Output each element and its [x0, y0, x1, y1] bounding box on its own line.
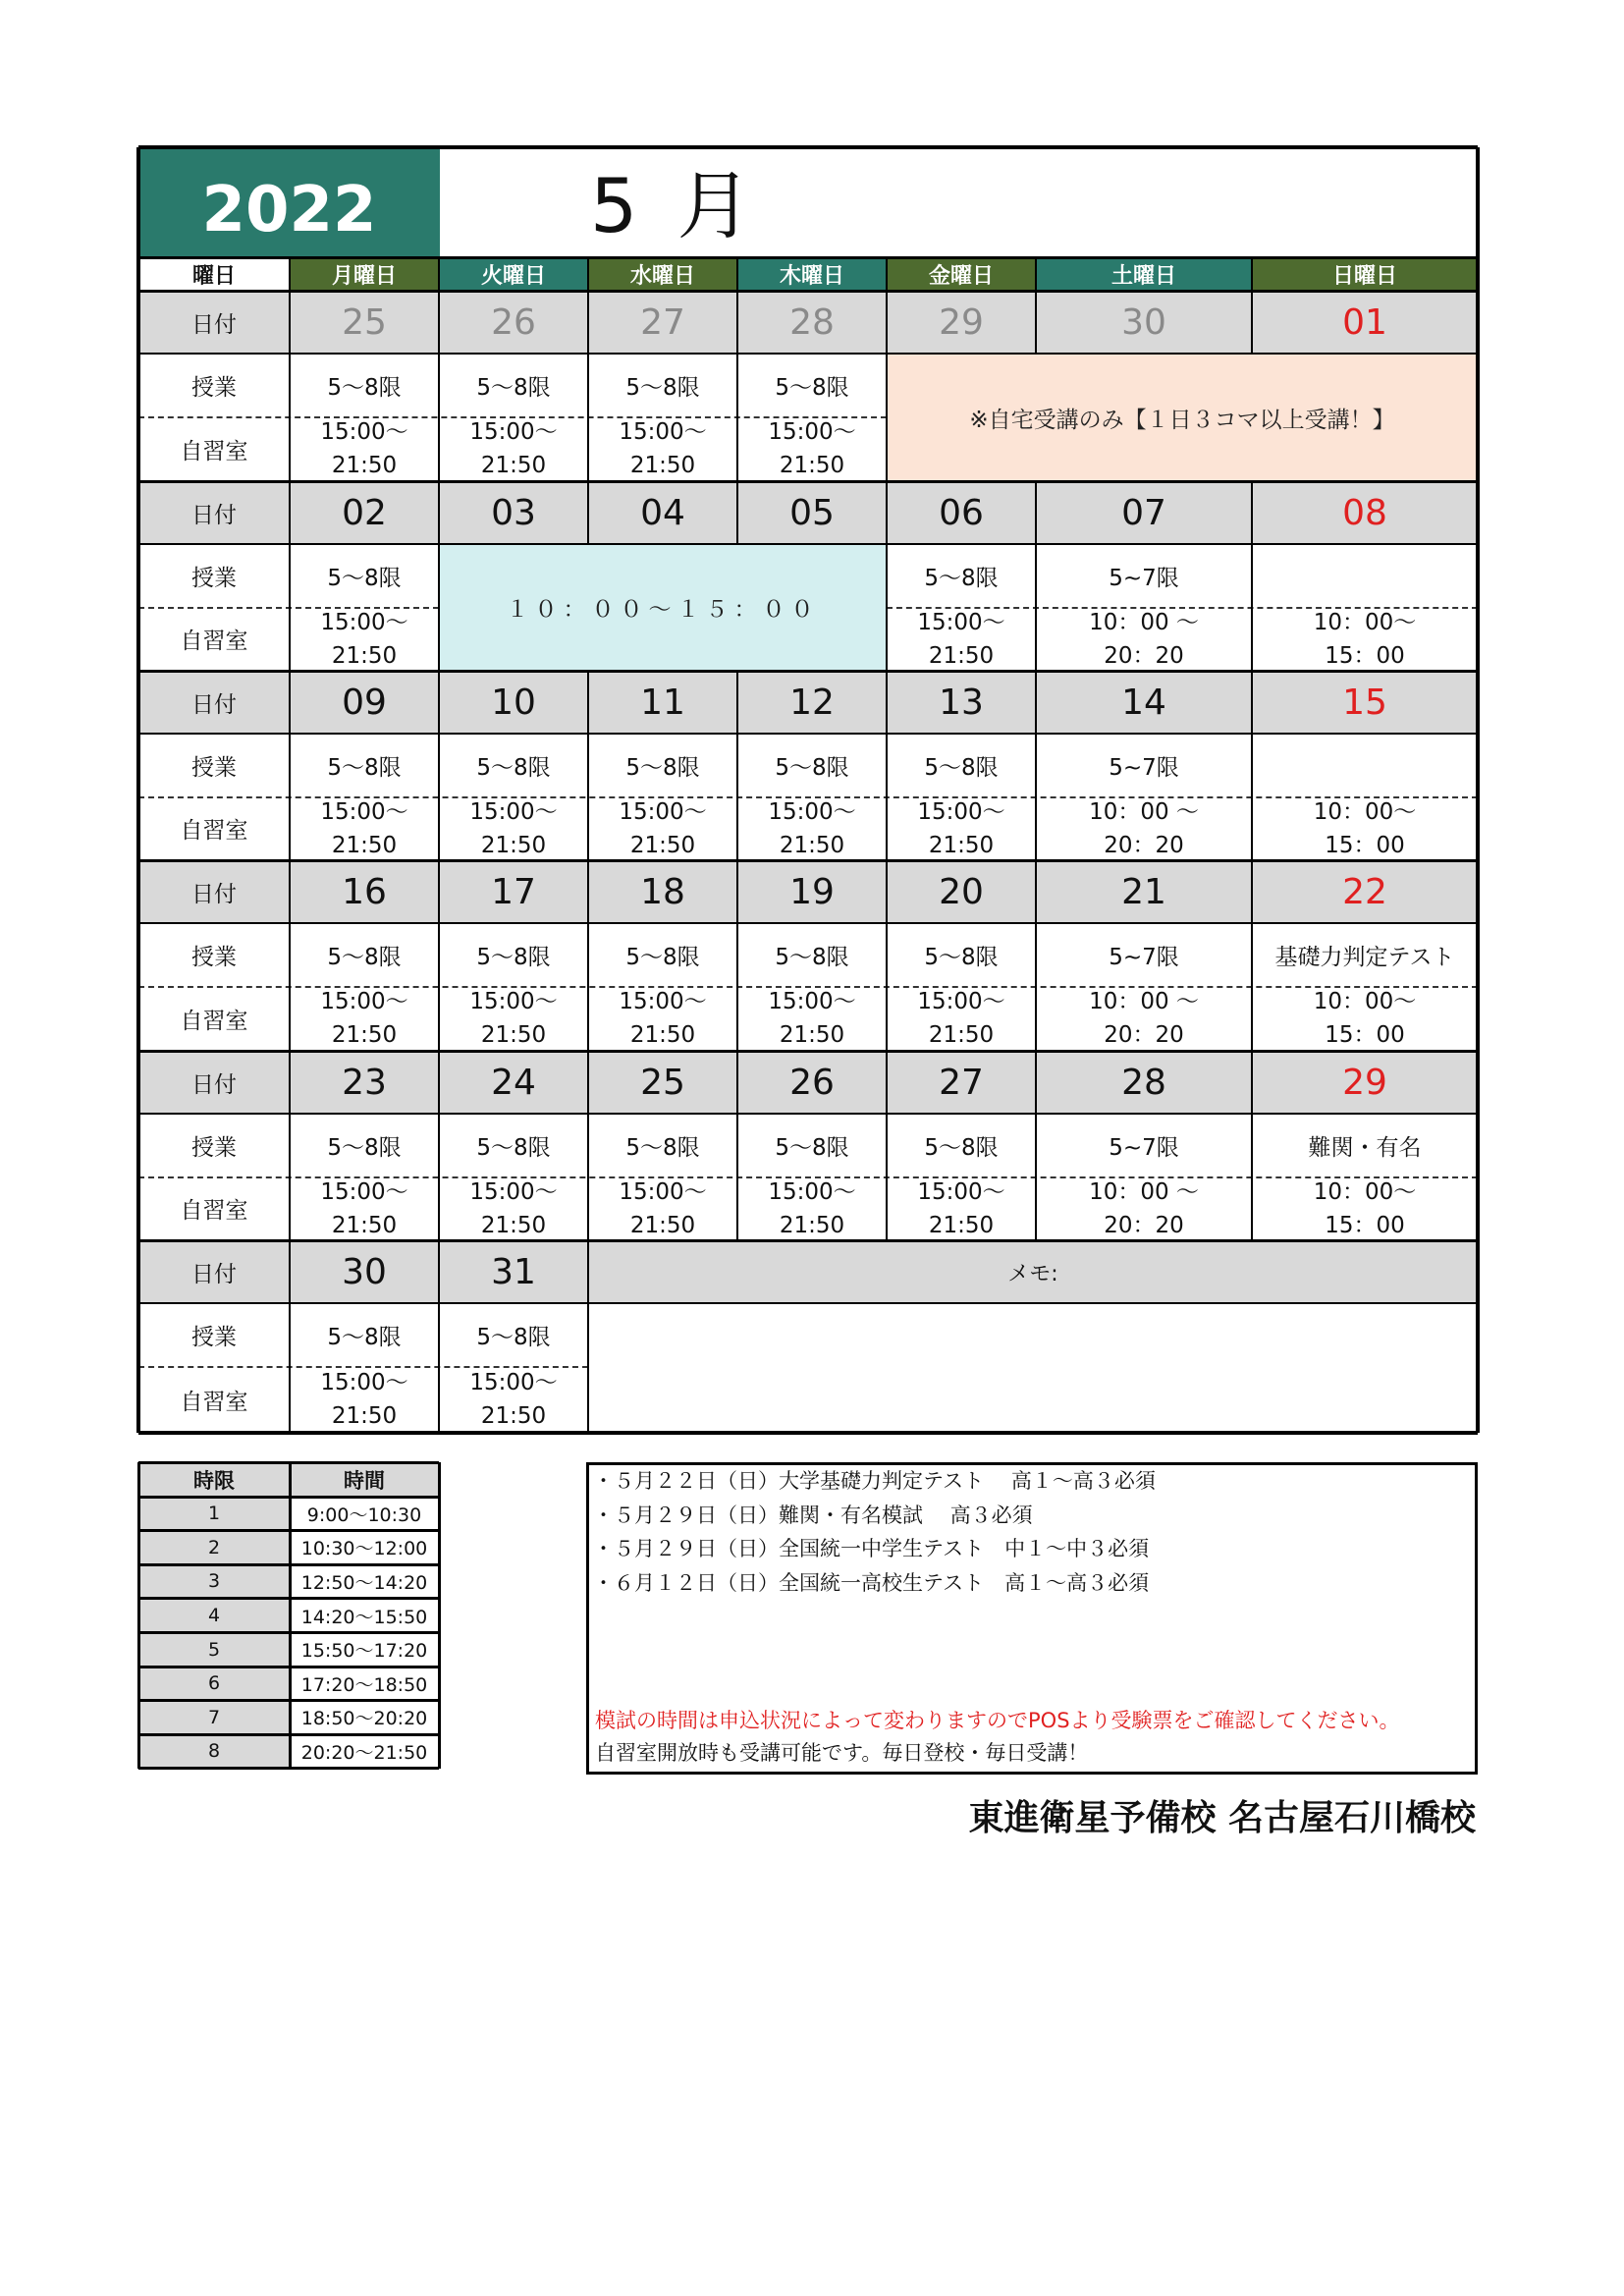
grid-line [886, 481, 888, 671]
study-room-cell: 15:00～ 21:50 [917, 1178, 1005, 1238]
weekday-header: 金曜日 [887, 257, 1036, 291]
row-label-study: 自習室 [180, 629, 248, 654]
row-label-date: 日付 [191, 1261, 237, 1287]
grid-line [1251, 860, 1253, 1051]
memo-label: メモ: [1007, 1261, 1058, 1286]
grid-line [138, 543, 1478, 545]
notes-box [586, 1462, 1478, 1775]
row-label-study: 自習室 [180, 818, 248, 844]
grid-line [1035, 481, 1037, 671]
class-cell: 5～8限 [327, 374, 402, 401]
grid-line [1035, 860, 1037, 1051]
grid-line [137, 1462, 140, 1769]
row-divider [138, 986, 1478, 988]
row-label-date: 日付 [191, 502, 237, 528]
memo-area [588, 1303, 1478, 1433]
date-cell: 21 [1121, 871, 1166, 912]
period-number: 3 [138, 1564, 290, 1599]
grid-line [736, 291, 738, 481]
class-cell: 5~7限 [1109, 944, 1179, 970]
row-label-date: 日付 [191, 881, 237, 907]
date-cell: 26 [491, 301, 536, 343]
class-cell: 5～8限 [327, 1134, 402, 1161]
grid-line [289, 860, 291, 1051]
row-label-date: 日付 [191, 691, 237, 718]
weekday-header-label: 曜日 [138, 257, 290, 291]
class-cell: 5～8限 [775, 374, 849, 401]
grid-line [1035, 257, 1037, 291]
grid-line [138, 1431, 1478, 1435]
study-room-cell: 10：00 ～ 20：20 [1089, 609, 1199, 669]
study-room-cell: 10：00～ 15：00 [1313, 989, 1417, 1048]
period-time: 18:50～20:20 [300, 1708, 428, 1730]
grid-line [587, 671, 589, 860]
grid-line [438, 1462, 441, 1769]
class-cell: 5～8限 [625, 1134, 700, 1161]
date-cell: 03 [491, 492, 536, 533]
study-room-cell: 15:00～ 21:50 [469, 798, 558, 858]
grid-line [438, 1051, 440, 1240]
row-label-study: 自習室 [180, 1008, 248, 1034]
grid-line [138, 733, 1478, 735]
row-label-study: 自習室 [180, 438, 248, 465]
class-cell: 5～8限 [625, 944, 700, 970]
time-header: 時間 [290, 1462, 439, 1497]
grid-line [1035, 291, 1037, 354]
class-cell: 難関・有名 [1308, 1134, 1422, 1161]
grid-line [886, 671, 888, 860]
grid-line [289, 481, 291, 671]
class-cell: 5～8限 [924, 944, 999, 970]
study-room-cell: 15:00～ 21:50 [619, 1178, 707, 1238]
row-label-date: 日付 [191, 1071, 237, 1098]
study-room-cell: 10：00 ～ 20：20 [1089, 798, 1199, 858]
date-cell: 25 [640, 1062, 685, 1103]
row-divider [138, 1366, 588, 1368]
study-room-cell: 10：00～ 15：00 [1313, 798, 1417, 858]
grid-line [138, 1050, 1478, 1053]
grid-line [736, 860, 738, 1051]
period-number: 6 [138, 1667, 290, 1701]
class-cell: 5～8限 [476, 944, 551, 970]
grid-line [1251, 291, 1253, 354]
class-cell: 5～8限 [327, 754, 402, 781]
period-number: 2 [138, 1531, 290, 1565]
grid-line [438, 291, 440, 481]
class-cell: 5～8限 [775, 944, 849, 970]
date-cell: 17 [491, 871, 536, 912]
month-title: 5 月 [590, 162, 760, 249]
grid-line [438, 481, 440, 671]
row-divider [887, 607, 1478, 609]
class-cell: 5～8限 [924, 1134, 999, 1161]
period-time: 17:20～18:50 [300, 1673, 428, 1696]
year-label: 2022 [138, 147, 440, 257]
study-room-cell: 15:00～ 21:50 [619, 989, 707, 1048]
grid-line [1476, 147, 1480, 1433]
warning-note: 模試の時間は申込状況によって変わりますのでPOSより受験票をご確認してください。 [595, 1709, 1400, 1732]
date-cell: 04 [640, 492, 685, 533]
grid-line [886, 257, 888, 291]
period-time: 14:20～15:50 [300, 1606, 428, 1628]
grid-line [138, 480, 1478, 483]
grid-line [289, 291, 291, 481]
date-cell: 14 [1121, 682, 1166, 723]
event-item: ・５月２２日（日）大学基礎力判定テスト 高１～高３必須 [593, 1469, 1156, 1493]
study-room-cell: 15:00～ 21:50 [917, 609, 1005, 669]
row-divider [138, 1176, 1478, 1178]
grid-line [138, 1113, 1478, 1115]
event-item: ・５月２９日（日）難関・有名模試 高３必須 [593, 1503, 1033, 1527]
grid-line [736, 1051, 738, 1240]
date-cell: 30 [342, 1251, 387, 1292]
weekday-header: 月曜日 [290, 257, 439, 291]
date-cell: 15 [1342, 682, 1387, 723]
study-room-cell: 10：00～ 15：00 [1313, 1178, 1417, 1238]
date-cell: 11 [640, 682, 685, 723]
grid-line [138, 1239, 1478, 1242]
date-cell: 05 [789, 492, 835, 533]
study-room-cell: 15:00～ 21:50 [768, 1178, 856, 1238]
study-room-cell: 15:00～ 21:50 [619, 419, 707, 478]
grid-line [138, 353, 1478, 355]
study-room-cell: 15:00～ 21:50 [320, 609, 408, 669]
grid-line [587, 1240, 589, 1433]
class-cell: 5～8限 [476, 1134, 551, 1161]
study-room-cell: 15:00～ 21:50 [768, 798, 856, 858]
date-cell: 12 [789, 682, 835, 723]
date-cell: 29 [1342, 1062, 1387, 1103]
row-label-class: 授業 [191, 944, 237, 970]
date-cell: 13 [939, 682, 984, 723]
grid-line [438, 257, 440, 291]
grid-line [587, 1051, 589, 1240]
class-cell: 5～8限 [775, 1134, 849, 1161]
date-cell: 16 [342, 871, 387, 912]
grid-line [736, 257, 738, 291]
class-cell: 5～8限 [327, 1324, 402, 1350]
study-room-cell: 10：00 ～ 20：20 [1089, 989, 1199, 1048]
date-cell: 20 [939, 871, 984, 912]
event-item: ・５月２９日（日）全国統一中学生テスト 中１～中３必須 [593, 1537, 1150, 1560]
weekday-header: 水曜日 [588, 257, 737, 291]
grid-line [1035, 1051, 1037, 1240]
weekday-header: 木曜日 [737, 257, 887, 291]
home-study-only-note: ※自宅受講のみ【１日３コマ以上受講！】 [887, 354, 1478, 481]
class-cell: 5～8限 [327, 565, 402, 591]
period-time: 20:20～21:50 [300, 1741, 428, 1764]
date-cell: 09 [342, 682, 387, 723]
grid-line [736, 481, 738, 544]
date-cell: 02 [342, 492, 387, 533]
grid-line [1251, 257, 1253, 291]
study-room-cell: 15:00～ 21:50 [917, 798, 1005, 858]
date-cell: 22 [1342, 871, 1387, 912]
grid-line [587, 257, 589, 291]
grid-line [289, 257, 291, 291]
row-label-class: 授業 [191, 1134, 237, 1161]
date-cell: 01 [1342, 301, 1387, 343]
grid-line [1251, 671, 1253, 860]
study-room-cell: 15:00～ 21:50 [768, 419, 856, 478]
row-label-study: 自習室 [180, 1198, 248, 1224]
event-item: ・６月１２日（日）全国統一高校生テスト 高１～高３必須 [593, 1570, 1150, 1595]
grid-line [886, 291, 888, 481]
grid-line [587, 860, 589, 1051]
date-cell: 26 [789, 1062, 835, 1103]
period-header: 時限 [138, 1462, 290, 1497]
grid-line [138, 256, 1478, 259]
grid-line [138, 922, 1478, 924]
row-divider [138, 796, 1478, 798]
class-cell: 5～8限 [327, 944, 402, 970]
grid-line [138, 1302, 1478, 1304]
row-label-class: 授業 [191, 1324, 237, 1350]
period-number: 5 [138, 1632, 290, 1667]
study-room-cell: 10：00 ～ 20：20 [1089, 1178, 1199, 1238]
class-cell: 5~7限 [1109, 754, 1179, 781]
grid-line [289, 1462, 292, 1769]
date-cell: 06 [939, 492, 984, 533]
school-name: 東進衛星予備校 名古屋石川橋校 [968, 1798, 1476, 1838]
class-cell: 5～8限 [924, 754, 999, 781]
calendar-header [138, 147, 1478, 257]
date-cell: 08 [1342, 492, 1387, 533]
study-room-cell: 15:00～ 21:50 [320, 1370, 408, 1429]
class-cell: 5～8限 [625, 754, 700, 781]
row-label-class: 授業 [191, 374, 237, 401]
grid-line [138, 145, 1478, 149]
date-cell: 30 [1121, 301, 1166, 343]
date-cell: 25 [342, 301, 387, 343]
row-label-date: 日付 [191, 311, 237, 338]
grid-line [736, 671, 738, 860]
class-cell: 5~7限 [1109, 565, 1179, 591]
grid-line [289, 671, 291, 860]
date-cell: 27 [640, 301, 685, 343]
study-room-cell: 15:00～ 21:50 [469, 1178, 558, 1238]
study-room-cell: 15:00～ 21:50 [320, 989, 408, 1048]
period-time: 15:50～17:20 [300, 1640, 428, 1663]
grid-line [136, 147, 140, 1433]
period-time: 10:30～12:00 [300, 1538, 428, 1560]
study-room-cell: 15:00～ 21:50 [320, 1178, 408, 1238]
period-number: 8 [138, 1734, 290, 1769]
study-room-cell: 15:00～ 21:50 [320, 798, 408, 858]
class-cell [1252, 544, 1478, 607]
row-divider [138, 416, 887, 418]
study-room-cell: 15:00～ 21:50 [619, 798, 707, 858]
date-cell: 31 [491, 1251, 536, 1292]
weekday-header: 土曜日 [1036, 257, 1252, 291]
class-cell: 5～8限 [924, 565, 999, 591]
period-number: 1 [138, 1497, 290, 1531]
row-label-study: 自習室 [180, 1389, 248, 1415]
study-room-cell: 10：00～ 15：00 [1313, 609, 1417, 669]
grid-line [138, 670, 1478, 673]
date-cell: 19 [789, 871, 835, 912]
period-time: 9:00～10:30 [306, 1503, 422, 1526]
date-cell: 23 [342, 1062, 387, 1103]
date-cell: 29 [939, 301, 984, 343]
study-room-note: 自習室開放時も受講可能です。毎日登校・毎日受講！ [595, 1741, 1089, 1765]
grid-line [138, 290, 1478, 293]
study-room-cell: 15:00～ 21:50 [469, 419, 558, 478]
study-room-cell: 15:00～ 21:50 [320, 419, 408, 478]
date-cell: 10 [491, 682, 536, 723]
study-room-cell: 15:00～ 21:50 [917, 989, 1005, 1048]
grid-line [1251, 481, 1253, 671]
date-cell: 28 [789, 301, 835, 343]
grid-line [438, 860, 440, 1051]
date-cell: 07 [1121, 492, 1166, 533]
grid-line [886, 1051, 888, 1240]
grid-line [1251, 1051, 1253, 1240]
study-room-cell: 15:00～ 21:50 [768, 989, 856, 1048]
grid-line [1035, 671, 1037, 860]
date-cell: 18 [640, 871, 685, 912]
class-cell [1252, 734, 1478, 796]
study-room-cell: 15:00～ 21:50 [469, 989, 558, 1048]
weekday-header: 日曜日 [1252, 257, 1478, 291]
holiday-hours: １０：００～１５：００ [439, 544, 887, 671]
class-cell: 5~7限 [1109, 1134, 1179, 1161]
grid-line [138, 859, 1478, 862]
study-room-cell: 15:00～ 21:50 [469, 1370, 558, 1429]
period-number: 7 [138, 1701, 290, 1735]
class-cell: 5～8限 [775, 754, 849, 781]
period-number: 4 [138, 1599, 290, 1633]
row-label-class: 授業 [191, 754, 237, 781]
weekday-header: 火曜日 [439, 257, 588, 291]
class-cell: 5～8限 [476, 1324, 551, 1350]
grid-line [587, 481, 589, 544]
grid-line [289, 1051, 291, 1240]
class-cell: 基礎力判定テスト [1274, 944, 1455, 970]
grid-line [438, 1240, 440, 1433]
date-cell: 27 [939, 1062, 984, 1103]
class-cell: 5～8限 [476, 754, 551, 781]
period-time: 12:50～14:20 [300, 1571, 428, 1594]
grid-line [289, 1240, 291, 1433]
date-cell: 24 [491, 1062, 536, 1103]
class-cell: 5～8限 [476, 374, 551, 401]
grid-line [438, 671, 440, 860]
row-label-class: 授業 [191, 565, 237, 591]
date-cell: 28 [1121, 1062, 1166, 1103]
class-cell: 5～8限 [625, 374, 700, 401]
grid-line [587, 291, 589, 481]
grid-line [886, 860, 888, 1051]
